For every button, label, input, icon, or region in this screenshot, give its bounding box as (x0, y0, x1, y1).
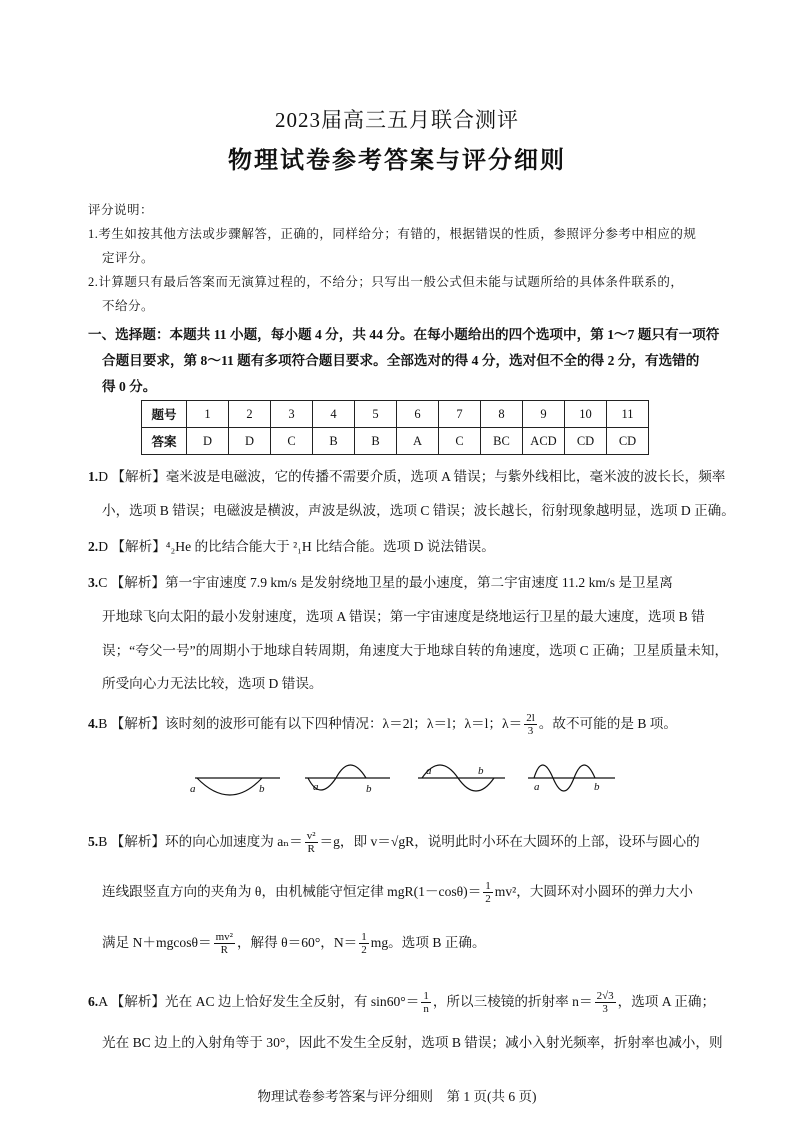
q5-fraction-1 (305, 830, 318, 855)
document-subtitle: 物理试卷参考答案与评分细则 (228, 148, 566, 174)
fraction-numerator: 1 (485, 880, 491, 893)
fraction-denominator: R (220, 944, 228, 957)
wave3-label-a: a (426, 765, 432, 777)
q5-text-3c: mg。选项 B 正确。 (370, 935, 486, 950)
q4-line-1 (88, 712, 713, 737)
q3-text-1: C 【解析】第一宇宙速度 7.9 km/s 是发射绕地卫星的最小速度，第二宇宙速度 11.2 km/s 是卫星离 (98, 575, 673, 590)
waveform-4 (528, 765, 615, 791)
notes-heading: 评分说明： (88, 203, 154, 217)
q1-text-1: D 【解析】毫米波是电磁波，它的传播不需要介质，选项 A 错误；与紫外线相比，毫米波的波长长，频率 (98, 469, 726, 484)
q4-text-1b: 。故不可能的是 B 项。 (538, 716, 677, 731)
wave2-label-a: a (313, 781, 319, 793)
section1-line-3: 得 0 分。 (102, 379, 157, 394)
table-cell-answer: CD (565, 428, 607, 455)
q4-number: 4. (88, 716, 99, 731)
q3-line-2: 开地球飞向太阳的最小发射速度，选项 A 错误；第一宇宙速度是绕地运行卫星的最大速度，选项 B 错 (102, 609, 705, 624)
q2-text-1: D 【解析】⁴₂He 的比结合能大于 ²₁H 比结合能。选项 D 说法错误。 (98, 539, 495, 554)
q5-line-1 (88, 830, 713, 855)
answer-table-number-row (142, 401, 649, 428)
document-title: 2023届高三五月联合测评 (275, 108, 519, 132)
q3-line-4: 所受向心力无法比较，选项 D 错误。 (102, 676, 323, 691)
table-cell-number: 8 (481, 401, 523, 428)
q6-number: 6. (88, 994, 99, 1009)
note-2-line-2: 不给分。 (102, 299, 155, 313)
fraction-denominator: 2 (361, 944, 367, 957)
q5-text-2a: 连线跟竖直方向的夹角为 θ，由机械能守恒定律 mgR(1－cosθ)＝ (102, 884, 482, 899)
table-cell-answer: BC (481, 428, 523, 455)
fraction-numerator: 1 (423, 990, 429, 1003)
table-cell-answer: D (229, 428, 271, 455)
page-footer: 物理试卷参考答案与评分细则 第 1 页(共 6 页) (257, 1089, 537, 1104)
q3-number: 3. (88, 575, 99, 590)
q5-number: 5. (88, 834, 99, 849)
q5-line-2 (102, 880, 727, 905)
wave2-label-b: b (366, 783, 372, 795)
q2-line-1 (88, 535, 713, 555)
fraction-denominator: n (423, 1003, 429, 1016)
q5-line-3 (102, 931, 727, 956)
q5-text-1a: B 【解析】环的向心加速度为 aₙ＝ (98, 834, 303, 849)
wave4-label-a: a (534, 781, 540, 793)
q5-fraction-2 (483, 880, 493, 905)
q5-fraction-4 (359, 931, 369, 956)
wave1-label-b: b (259, 783, 265, 795)
table-cell-answer: CD (607, 428, 649, 455)
table-cell-answer: C (271, 428, 313, 455)
q6-text-1c: ，选项 A 正确； (617, 994, 716, 1009)
q6-text-1a: A 【解析】光在 AC 边上恰好发生全反射，有 sin60°＝ (98, 994, 420, 1009)
note-2-line-1: 2.计算题只有最后答案而无演算过程的，不给分；只写出一般公式但未能与试题所给的具体条件联系的， (88, 275, 684, 289)
q3-line-1 (88, 571, 713, 591)
table-cell-number: 9 (523, 401, 565, 428)
q6-line-2: 光在 BC 边上的入射角等于 30°，因此不发生全反射，选项 B 错误；减小入射光频率，折射率也减小，则 (102, 1035, 723, 1050)
q6-text-1b: ，所以三棱镜的折射率 n＝ (432, 994, 593, 1009)
table-cell-answer: B (313, 428, 355, 455)
waveform-1-curve (197, 778, 262, 795)
q1-line-2: 小，选项 B 错误；电磁波是横波，声波是纵波，选项 C 错误；波长越长，衍射现象越明显，选项 D 正确。 (102, 503, 735, 518)
q6-fraction-1 (421, 990, 431, 1015)
answer-table-answer-row (142, 428, 649, 455)
q1-number: 1. (88, 469, 99, 484)
q6-line-1 (88, 990, 716, 1016)
section1-line-2: 合题目要求，第 8～11 题有多项符合题目要求。全部选对的得 4 分，选对但不全的得 2 分，有选错的 (102, 353, 700, 368)
table-cell-number: 7 (439, 401, 481, 428)
waveform-diagrams (0, 752, 794, 802)
q5-text-3b: ，解得 θ＝60°，N＝ (236, 935, 358, 950)
waveform-1 (195, 778, 280, 795)
fraction-numerator: 1 (361, 931, 367, 944)
q6-fraction-2 (595, 990, 616, 1015)
table-cell-number: 11 (607, 401, 649, 428)
q4-fraction (524, 712, 537, 737)
answer-table (141, 400, 649, 455)
table-header-answer: 答案 (142, 428, 187, 455)
q2-number: 2. (88, 539, 99, 554)
table-cell-number: 3 (271, 401, 313, 428)
table-cell-answer: C (439, 428, 481, 455)
section1-line-1: 一、选择题：本题共 11 小题，每小题 4 分，共 44 分。在每小题给出的四个选项中，第 1～7 题只有一项符 (88, 327, 720, 342)
q4-text-1a: B 【解析】该时刻的波形可能有以下四种情况：λ＝2l；λ＝l；λ＝l；λ＝ (98, 716, 523, 731)
table-cell-number: 5 (355, 401, 397, 428)
fraction-denominator: 3 (602, 1003, 608, 1016)
q5-text-1b: ＝g，即 v＝√gR，说明此时小环在大圆环的上部，设环与圆心的 (319, 834, 700, 849)
table-cell-answer: B (355, 428, 397, 455)
fraction-numerator: v² (306, 830, 316, 843)
table-cell-number: 1 (187, 401, 229, 428)
fraction-denominator: 2 (485, 893, 491, 906)
q1-line-1 (88, 465, 726, 485)
wave1-label-a: a (190, 783, 196, 795)
note-1-line-2: 定评分。 (102, 251, 155, 265)
table-cell-number: 2 (229, 401, 271, 428)
fraction-numerator: 2l (526, 712, 535, 725)
fraction-numerator: mv² (215, 931, 233, 944)
q5-text-2b: mv²，大圆环对小圆环的弹力大小 (494, 884, 693, 899)
q5-fraction-3 (214, 931, 235, 956)
fraction-numerator: 2√3 (596, 990, 614, 1003)
fraction-denominator: 3 (527, 725, 534, 738)
table-cell-number: 10 (565, 401, 607, 428)
table-cell-number: 6 (397, 401, 439, 428)
table-cell-number: 4 (313, 401, 355, 428)
table-header-number: 题号 (142, 401, 187, 428)
table-cell-answer: ACD (523, 428, 565, 455)
table-cell-answer: D (187, 428, 229, 455)
wave3-label-b: b (478, 765, 484, 777)
wave4-label-b: b (594, 781, 600, 793)
note-1-line-1: 1.考生如按其他方法或步骤解答，正确的，同样给分；有错的，根据错误的性质，参照评分参考中相应的规 (88, 227, 697, 241)
table-cell-answer: A (397, 428, 439, 455)
q3-line-3: 误；“夸父一号”的周期小于地球自转周期，角速度大于地球自转的角速度，选项 C 正确；卫星质量未知， (102, 643, 729, 658)
q5-text-3a: 满足 N＋mgcosθ＝ (102, 935, 212, 950)
fraction-denominator: R (307, 843, 315, 856)
